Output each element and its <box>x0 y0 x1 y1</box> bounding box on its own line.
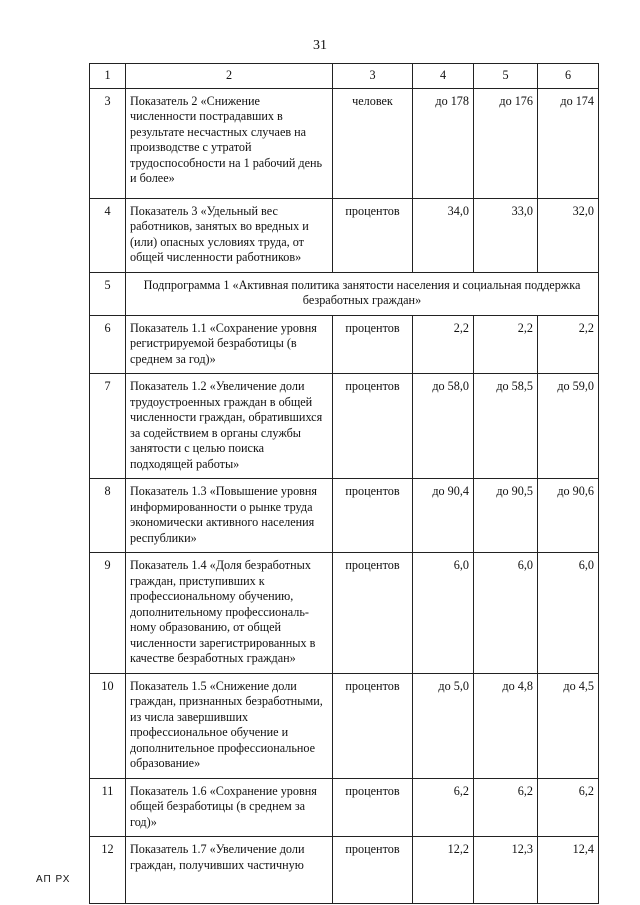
value-cell: до 58,5 <box>474 374 538 479</box>
value-cell: 33,0 <box>474 198 538 272</box>
value-cell: до 90,6 <box>538 479 599 553</box>
row-number: 10 <box>90 673 126 778</box>
indicator-name: Показатель 1.2 «Увеличение доли трудоустроенных граждан в общей численности граждан, обратившихся за содействием в органы службы занятости с целью поиска подходящей работы» <box>126 374 333 479</box>
indicator-name: Показатель 1.7 «Увеличение доли граждан, получивших частичную <box>126 837 333 904</box>
value-cell: до 59,0 <box>538 374 599 479</box>
value-cell: до 176 <box>474 88 538 198</box>
subprogram-title: Подпрограмма 1 «Активная политика занятости населения и социальная поддержка безработных граждан» <box>126 272 599 315</box>
indicator-name: Показатель 1.1 «Сохранение уровня регистрируемой безработицы (в среднем за год)» <box>126 315 333 374</box>
unit-cell: процентов <box>333 553 413 674</box>
header-cell: 4 <box>413 64 474 89</box>
row-number: 5 <box>90 272 126 315</box>
value-cell: 12,2 <box>413 837 474 904</box>
value-cell: 6,0 <box>538 553 599 674</box>
value-cell: до 58,0 <box>413 374 474 479</box>
unit-cell: процентов <box>333 198 413 272</box>
indicator-name: Показатель 1.5 «Снижение доли граждан, признанных безработными, из числа завершивших профессиональное обучение и дополнительное профессиональное образование» <box>126 673 333 778</box>
unit-cell: процентов <box>333 837 413 904</box>
value-cell: 34,0 <box>413 198 474 272</box>
value-cell: 6,0 <box>413 553 474 674</box>
value-cell: 6,2 <box>413 778 474 837</box>
unit-cell: процентов <box>333 315 413 374</box>
value-cell: 32,0 <box>538 198 599 272</box>
indicator-name: Показатель 2 «Снижение численности пострадавших в результате несчастных случаев на производстве с утратой трудоспособности на 1 рабочий день и более» <box>126 88 333 198</box>
table-row <box>90 673 599 778</box>
unit-cell: человек <box>333 88 413 198</box>
indicators-table <box>89 63 599 904</box>
unit-cell: процентов <box>333 479 413 553</box>
unit-cell: процентов <box>333 778 413 837</box>
indicator-name: Показатель 1.3 «Повышение уровня информированности о рынке труда экономически активного населения республики» <box>126 479 333 553</box>
value-cell: до 178 <box>413 88 474 198</box>
row-number: 9 <box>90 553 126 674</box>
value-cell: 12,3 <box>474 837 538 904</box>
header-cell: 3 <box>333 64 413 89</box>
value-cell: до 90,5 <box>474 479 538 553</box>
row-number: 8 <box>90 479 126 553</box>
value-cell: 2,2 <box>474 315 538 374</box>
value-cell: до 174 <box>538 88 599 198</box>
value-cell: до 4,8 <box>474 673 538 778</box>
table-row <box>90 198 599 272</box>
table-row <box>90 88 599 198</box>
value-cell: 6,0 <box>474 553 538 674</box>
table-row <box>90 479 599 553</box>
subprogram-row <box>90 272 599 315</box>
table-row <box>90 837 599 904</box>
table-row <box>90 553 599 674</box>
value-cell: 2,2 <box>538 315 599 374</box>
value-cell: до 90,4 <box>413 479 474 553</box>
header-cell: 1 <box>90 64 126 89</box>
page-number: 31 <box>313 38 327 53</box>
value-cell: 12,4 <box>538 837 599 904</box>
header-cell: 5 <box>474 64 538 89</box>
value-cell: до 4,5 <box>538 673 599 778</box>
indicator-name: Показатель 3 «Удельный вес работников, занятых во вредных и (или) опасных условиях труда, от общей численности работников» <box>126 198 333 272</box>
row-number: 3 <box>90 88 126 198</box>
value-cell: 6,2 <box>538 778 599 837</box>
header-cell: 2 <box>126 64 333 89</box>
table-row <box>90 374 599 479</box>
row-number: 4 <box>90 198 126 272</box>
table-row <box>90 315 599 374</box>
footer-mark: АП РХ <box>36 874 71 885</box>
indicator-name: Показатель 1.4 «Доля безработных граждан, приступивших к профессиональному обучению, дополнительному профессиональ-ному образованию, от общей численности зарегистрированных в качестве безработных граждан» <box>126 553 333 674</box>
value-cell: до 5,0 <box>413 673 474 778</box>
row-number: 7 <box>90 374 126 479</box>
table-header-row <box>90 64 599 89</box>
indicator-name: Показатель 1.6 «Сохранение уровня общей безработицы (в среднем за год)» <box>126 778 333 837</box>
value-cell: 2,2 <box>413 315 474 374</box>
unit-cell: процентов <box>333 673 413 778</box>
unit-cell: процентов <box>333 374 413 479</box>
header-cell: 6 <box>538 64 599 89</box>
row-number: 12 <box>90 837 126 904</box>
table-row <box>90 778 599 837</box>
value-cell: 6,2 <box>474 778 538 837</box>
row-number: 11 <box>90 778 126 837</box>
row-number: 6 <box>90 315 126 374</box>
